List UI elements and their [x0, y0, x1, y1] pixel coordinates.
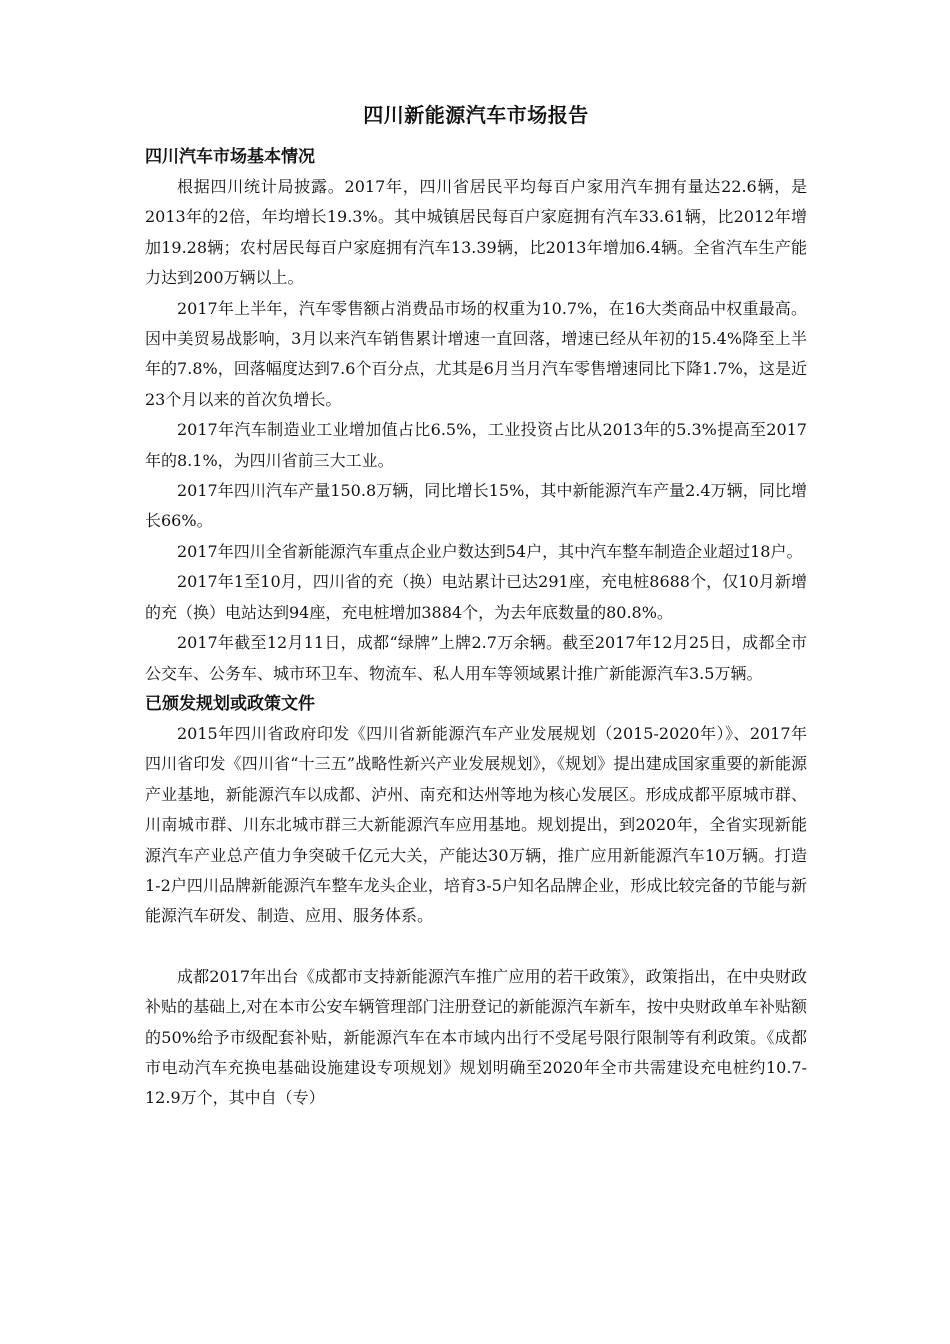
- paragraph: 2017年汽车制造业工业增加值占比6.5%，工业投资占比从2013年的5.3%提高至2017年的8.1%，为四川省前三大工业。: [145, 420, 807, 470]
- paragraph: 2017年1至10月，四川省的充（换）电站累计已达291座，充电桩8688个，仅10月新增的充（换）电站达到94座，充电桩增加3884个，为去年底数量的80.8%。: [145, 572, 807, 622]
- paragraph: 成都2017年出台《成都市支持新能源汽车推广应用的若干政策》，政策指出，在中央财政补贴的基础上,对在本市公安车辆管理部门注册登记的新能源汽车新车，按中央财政单车补贴额的50%给予市级配套补贴，新能源汽车在本市域内出行不受尾号限行限制等有利政策。《成都市电动汽车充换电基础设施建设专项规划》规划明确至2020年全市共需建设充电桩约10.7-12.9万个，其中自（专）: [145, 966, 807, 1108]
- document-title: 四川新能源汽车市场报告: [363, 103, 589, 127]
- paragraph: 2015年四川省政府印发《四川省新能源汽车产业发展规划（2015-2020年）》、2017年四川省印发《四川省“十三五”战略性新兴产业发展规划》，《规划》提出建成国家重要的新能源产业基地，新能源汽车以成都、泸州、南充和达州等地为核心发展区。形成成都平原城市群、川南城市群、川东北城市群三大新能源汽车应用基地。规划提出，到2020年，全省实现新能源汽车产业总产值力争突破千亿元大关，产能达30万辆，推广应用新能源汽车10万辆。打造1-2户四川品牌新能源汽车整车龙头企业，培育3-5户知名品牌企业，形成比较完备的节能与新能源汽车研发、制造、应用、服务体系。: [145, 723, 807, 926]
- paragraph: 根据四川统计局披露。2017年，四川省居民平均每百户家用汽车拥有量达22.6辆，是2013年的2倍，年均增长19.3%。其中城镇居民每百户家庭拥有汽车33.61辆，比2012年增加19.28辆；农村居民每百户家庭拥有汽车13.39辆，比2013年增加6.4辆。全省汽车生产能力达到200万辆以上。: [145, 177, 807, 288]
- paragraph-gap: [145, 932, 807, 962]
- section-heading-policy: 已颁发规划或政策文件: [145, 693, 315, 714]
- paragraph: 2017年截至12月11日，成都“绿牌”上牌2.7万余辆。截至2017年12月25日，成都全市公交车、公务车、城市环卫车、物流车、私人用车等领域累计推广新能源汽车3.5万辆。: [145, 633, 807, 683]
- paragraph: 2017年上半年，汽车零售额占消费品市场的权重为10.7%，在16大类商品中权重最高。因中美贸易战影响，3月以来汽车销售累计增速一直回落，增速已经从年初的15.4%降至上半年的7.8%，回落幅度达到7.6个百分点，尤其是6月当月汽车零售增速同比下降1.7%，这是近23个月以来的首次负增长。: [145, 298, 807, 409]
- paragraph: 2017年四川全省新能源汽车重点企业户数达到54户，其中汽车整车制造企业超过18户。: [177, 541, 803, 561]
- paragraph: 2017年四川汽车产量150.8万辆，同比增长15%，其中新能源汽车产量2.4万辆，同比增长66%。: [145, 481, 807, 531]
- document-page: [145, 100, 807, 1114]
- section-heading-market: 四川汽车市场基本情况: [145, 147, 315, 167]
